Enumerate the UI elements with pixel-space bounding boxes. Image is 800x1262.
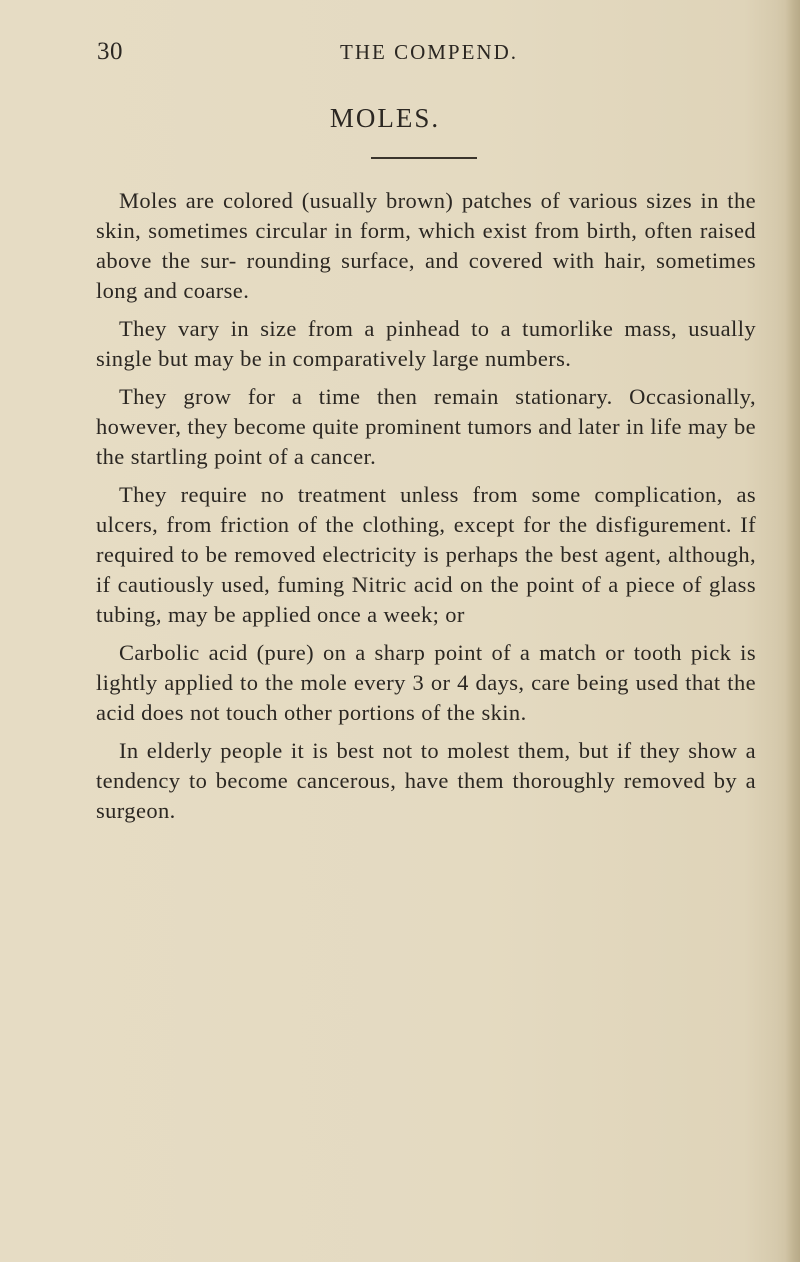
running-title: THE COMPEND. <box>340 40 519 64</box>
title-rule <box>371 157 477 159</box>
paragraph: They require no treatment unless from some complication, as ulcers, from friction of the clothing, except for the disfigurement. If required to be removed electricity is perhaps the best agent, although, if cautiously used, fuming Nitric acid on the point of a piece of glass tubing, may be applied once a week; or <box>96 482 756 627</box>
paragraph: They vary in size from a pinhead to a tumorlike mass, usually single but may be in comparatively large numbers. <box>96 316 756 371</box>
chapter-title: MOLES. <box>329 103 441 133</box>
paragraph: Carbolic acid (pure) on a sharp point of a match or tooth pick is lightly applied to the mole every 3 or 4 days, care being used that the acid does not touch other portions of the skin. <box>96 640 756 725</box>
paragraph: In elderly people it is best not to molest them, but if they show a tendency to become cancerous, have them thoroughly removed by a surgeon. <box>96 738 756 823</box>
page-edge-shadow <box>786 0 800 1262</box>
paragraph: Moles are colored (usually brown) patches of various sizes in the skin, sometimes circular in form, which exist from birth, often raised above the sur- rounding surface, and covered with hair, sometimes long and coarse. <box>96 188 756 303</box>
page-number: 30 <box>97 38 123 65</box>
body-text <box>96 186 756 834</box>
paragraph: They grow for a time then remain stationary. Occasionally, however, they become quite prominent tumors and later in life may be the startling point of a cancer. <box>96 384 756 469</box>
running-head <box>0 38 800 78</box>
